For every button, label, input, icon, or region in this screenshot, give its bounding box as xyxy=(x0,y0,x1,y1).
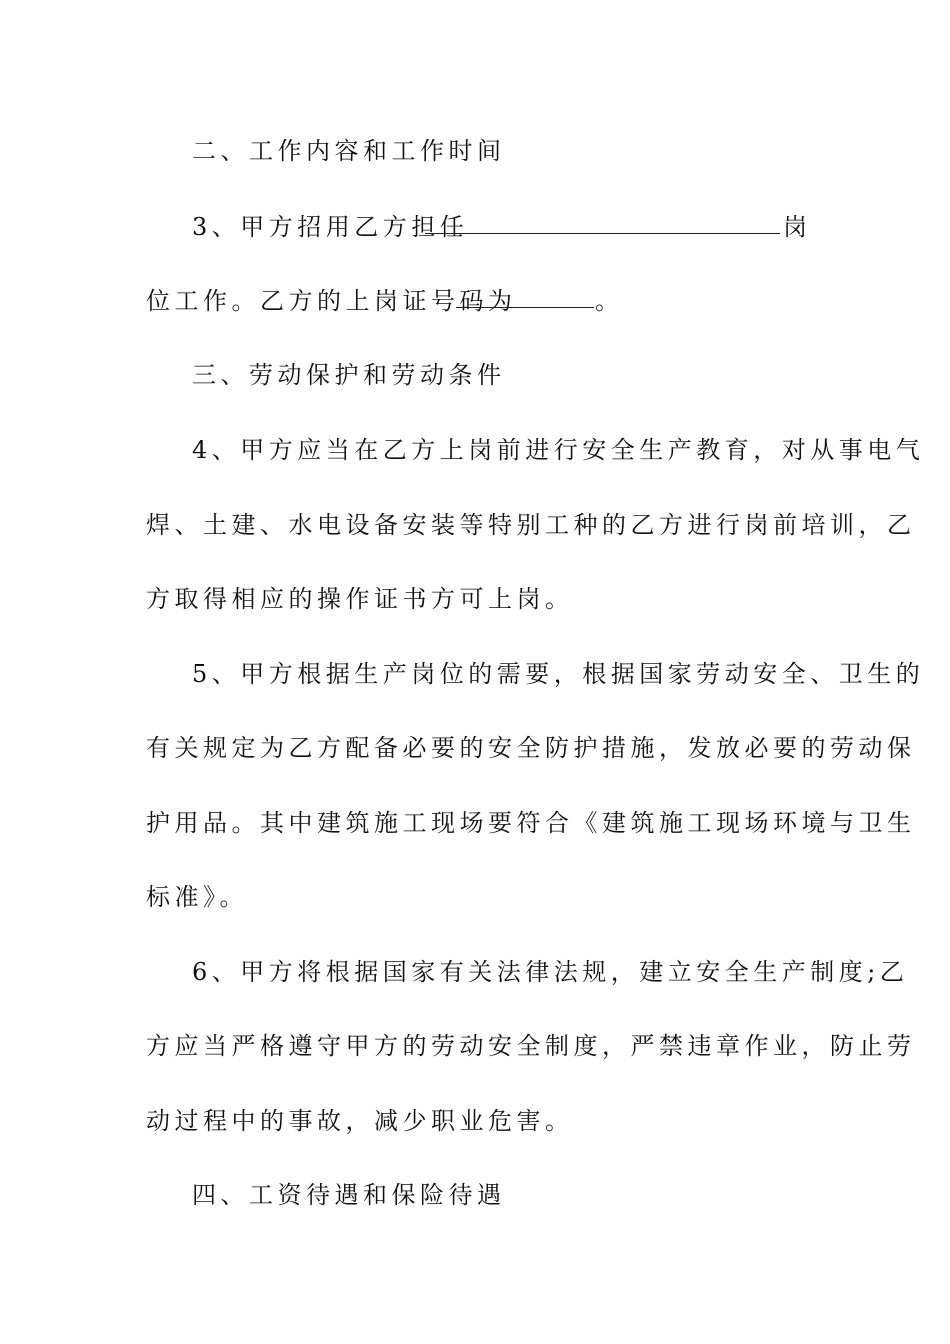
clause-5-line-3 xyxy=(0,803,950,843)
section-heading-4 xyxy=(0,1175,950,1215)
clause-text: 焊、土建、水电设备安装等特别工种的乙方进行岗前培训，乙 xyxy=(146,511,916,539)
clause-text: 方应当严格遵守甲方的劳动安全制度，严禁违章作业，防止劳 xyxy=(146,1032,916,1060)
clause-text: 岗 xyxy=(783,213,812,241)
clause-5-line-2 xyxy=(0,728,950,768)
clause-text: 标准》。 xyxy=(146,883,248,911)
certificate-number-blank xyxy=(456,281,594,321)
section-heading-2 xyxy=(0,131,950,171)
clause-text: 位工作。乙方的上岗证号码为 xyxy=(146,287,517,315)
clause-text: 4、甲方应当在乙方上岗前进行安全生产教育，对从事电气 xyxy=(192,436,925,464)
heading-text: 三、劳动保护和劳动条件 xyxy=(192,361,506,389)
clause-4-line-1 xyxy=(0,430,950,470)
clause-text: 动过程中的事故，减少职业危害。 xyxy=(146,1107,574,1135)
clause-3-line-1 xyxy=(0,207,950,247)
clause-text: 5、甲方根据生产岗位的需要，根据国家劳动安全、卫生的 xyxy=(192,660,925,688)
clause-4-line-2 xyxy=(0,505,950,545)
clause-text: 有关规定为乙方配备必要的安全防护措施，发放必要的劳动保 xyxy=(146,734,916,762)
heading-text: 四、工资待遇和保险待遇 xyxy=(192,1181,506,1209)
clause-text: 方取得相应的操作证书方可上岗。 xyxy=(146,585,574,613)
clause-text: 3、甲方招用乙方担任 xyxy=(192,213,469,241)
position-blank xyxy=(425,207,780,247)
section-heading-3 xyxy=(0,355,950,395)
clause-6-line-2 xyxy=(0,1026,950,1066)
clause-text: 6、甲方将根据国家有关法律法规，建立安全生产制度;乙 xyxy=(192,958,909,986)
clause-5-line-1 xyxy=(0,654,950,694)
clause-text: 护用品。其中建筑施工现场要符合《建筑施工现场环境与卫生 xyxy=(146,809,916,837)
clause-4-line-3 xyxy=(0,579,950,619)
clause-6-line-3 xyxy=(0,1101,950,1141)
clause-6-line-1 xyxy=(0,952,950,992)
clause-5-line-4 xyxy=(0,877,950,917)
heading-text: 二、工作内容和工作时间 xyxy=(192,137,506,165)
clause-3-line-2 xyxy=(0,281,950,321)
clause-text: 。 xyxy=(595,287,624,315)
